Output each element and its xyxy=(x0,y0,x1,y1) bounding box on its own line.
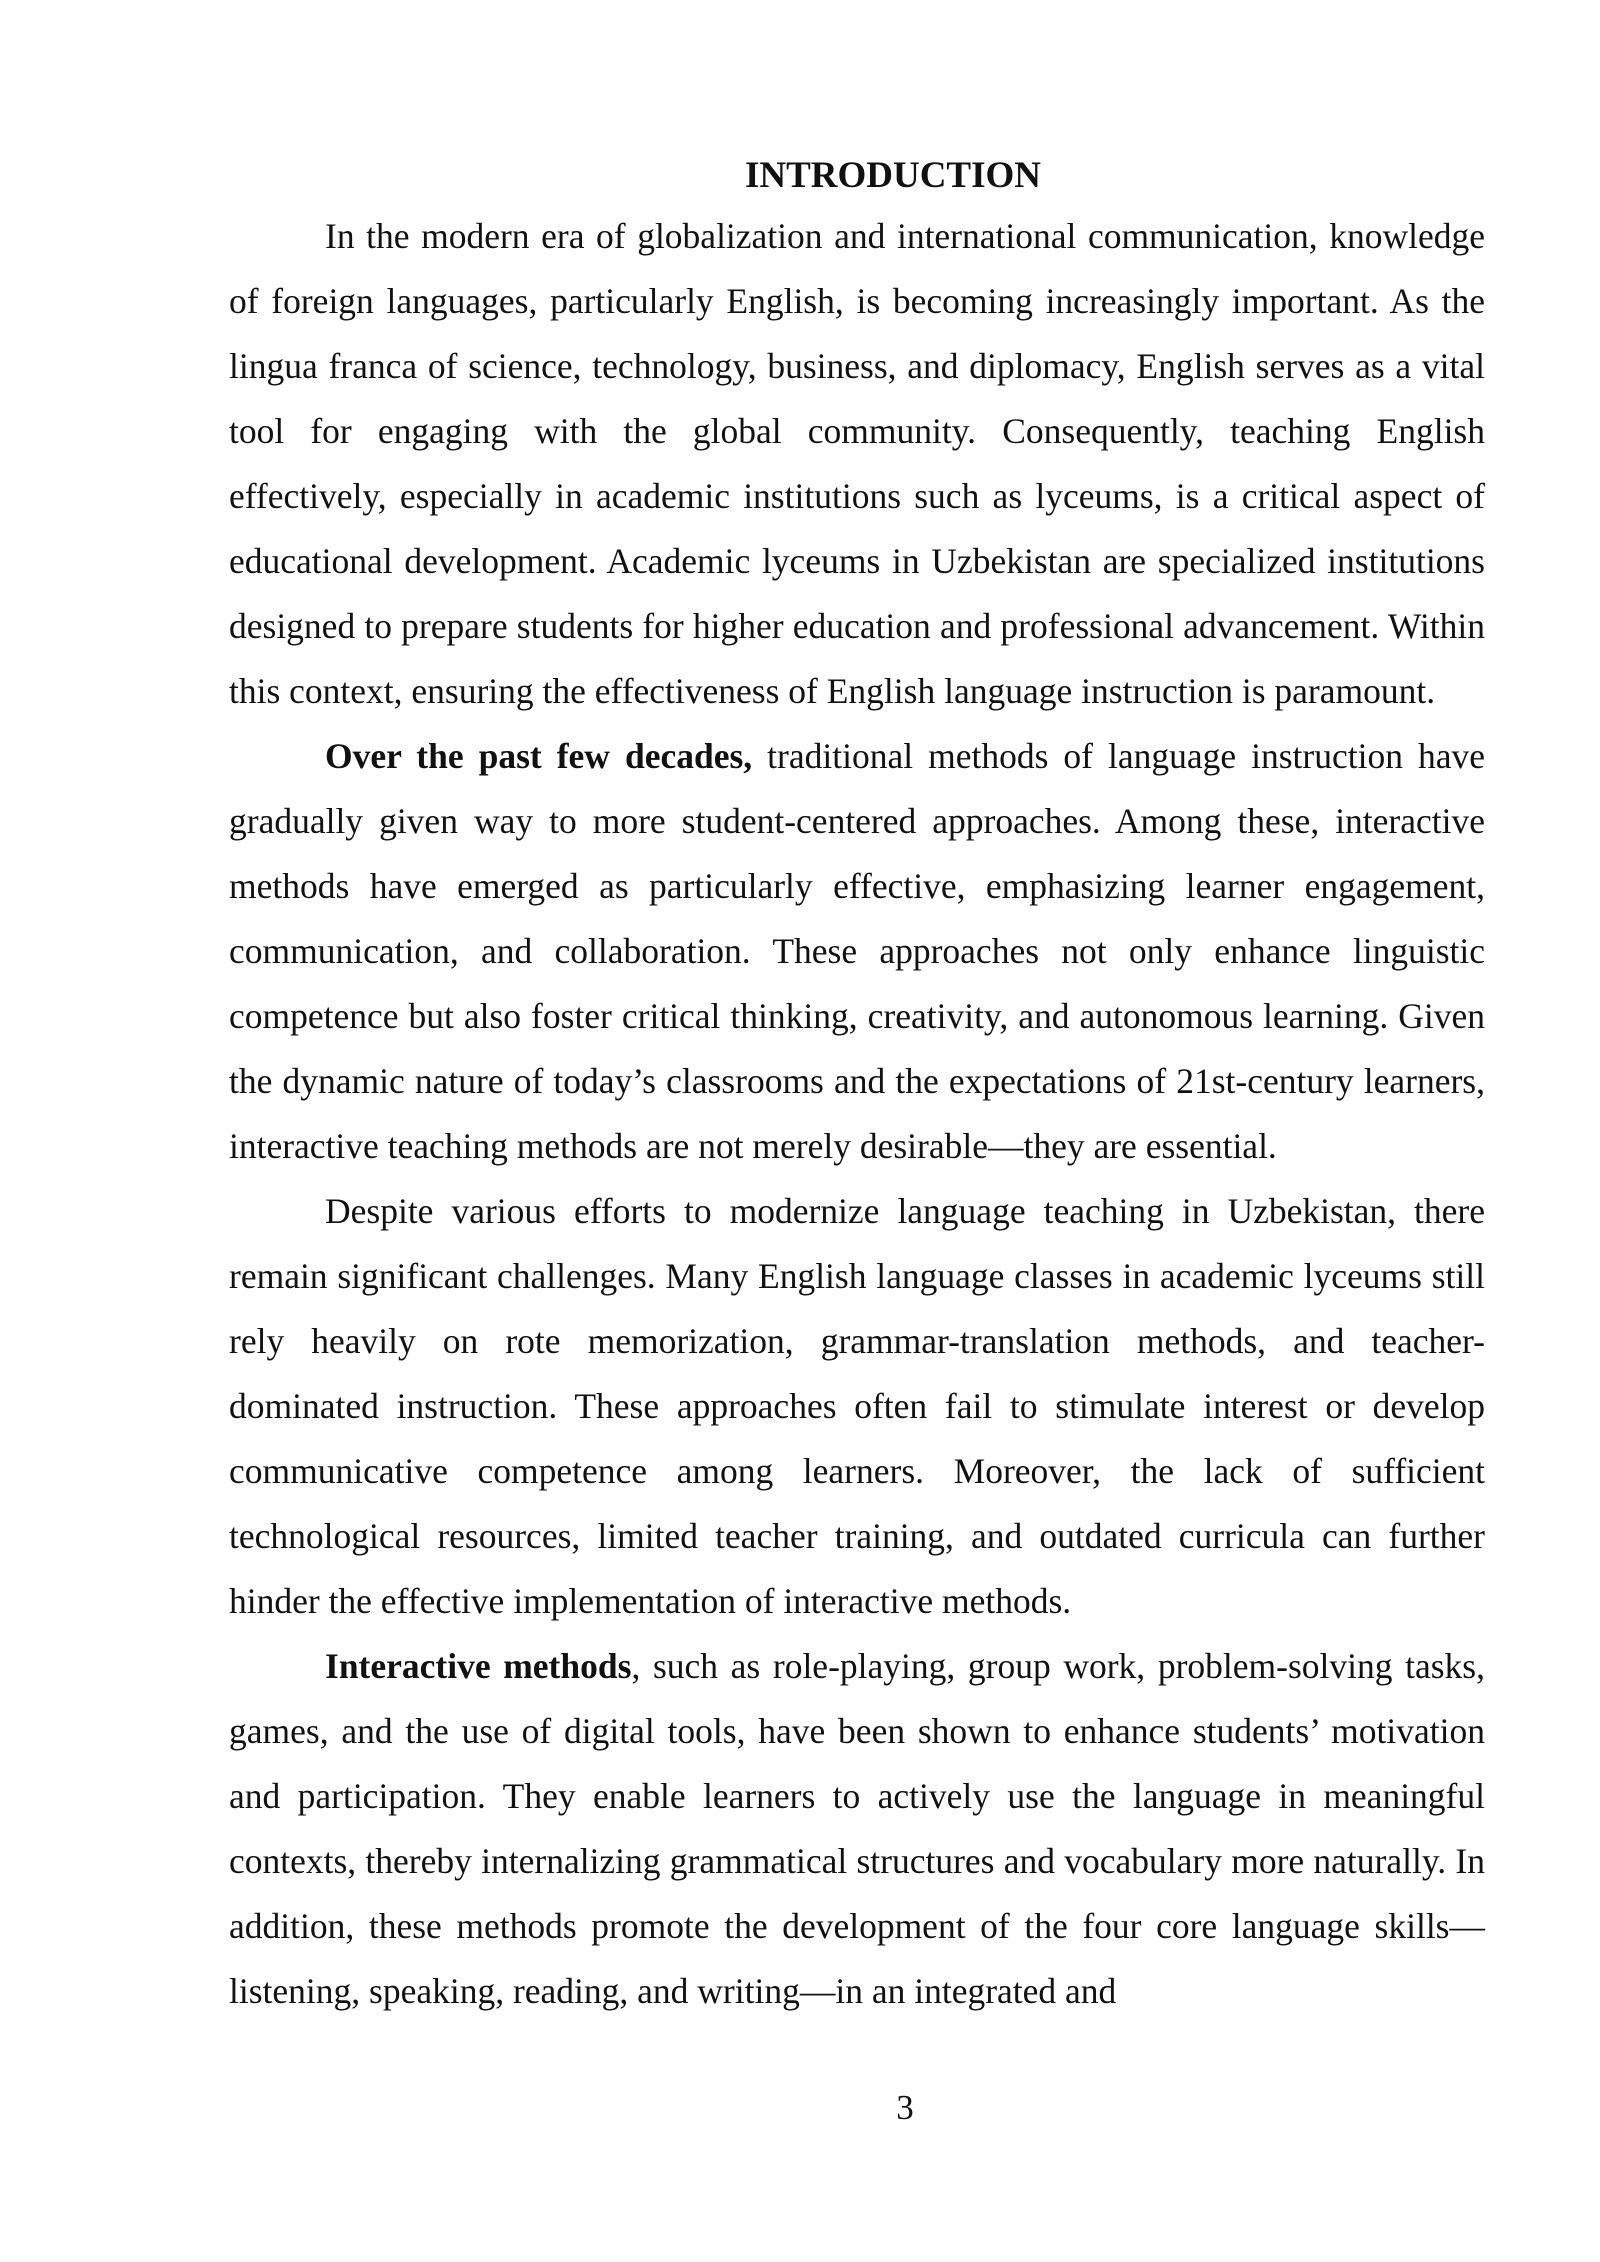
paragraph-2-lead: Over the past few decades, xyxy=(325,736,753,776)
paragraph-4-lead: Interactive methods xyxy=(325,1646,632,1686)
document-body xyxy=(229,148,1485,2024)
paragraph-1 xyxy=(229,204,1485,724)
paragraph-3-text: Despite various efforts to modernize language teaching in Uzbekistan, there remain significant challenges. Many English language classes in academic lyceums still rely heavily on rote memorization, grammar-translation methods, and teacher-dominated instruction. These approaches often fail to stimulate interest or develop communicative competence among learners. Moreover, the lack of sufficient technological resources, limited teacher training, and outdated curricula can further hinder the effective implementation of interactive methods. xyxy=(229,1191,1485,1621)
paragraph-3 xyxy=(229,1179,1485,1634)
section-heading: INTRODUCTION xyxy=(744,155,1042,196)
page-number: 3 xyxy=(896,2088,914,2127)
paragraph-1-text: In the modern era of globalization and international communication, knowledge of foreign languages, particularly English, is becoming increasingly important. As the lingua franca of science, technology, business, and diplomacy, English serves as a vital tool for engaging with the global community. Consequently, teaching English effectively, especially in academic institutions such as lyceums, is a critical aspect of educational development. Academic lyceums in Uzbekistan are specialized institutions designed to prepare students for higher education and professional advancement. Within this context, ensuring the effectiveness of English language instruction is paramount. xyxy=(229,216,1485,711)
paragraph-2 xyxy=(229,724,1485,1179)
paragraph-4 xyxy=(229,1634,1485,2024)
paragraph-4-text: , such as role-playing, group work, problem-solving tasks, games, and the use of digital tools, have been shown to enhance students’ motivation and participation. They enable learners to actively use the language in meaningful contexts, thereby internalizing grammatical structures and vocabulary more naturally. In addition, these methods promote the development of the four core language skills—listening, speaking, reading, and writing—in an integrated and xyxy=(229,1646,1485,2011)
paragraph-2-text: traditional methods of language instruction have gradually given way to more student-centered approaches. Among these, interactive methods have emerged as particularly effective, emphasizing learner engagement, communication, and collaboration. These approaches not only enhance linguistic competence but also foster critical thinking, creativity, and autonomous learning. Given the dynamic nature of today’s classrooms and the expectations of 21st-century learners, interactive teaching methods are not merely desirable—they are essential. xyxy=(229,736,1485,1166)
